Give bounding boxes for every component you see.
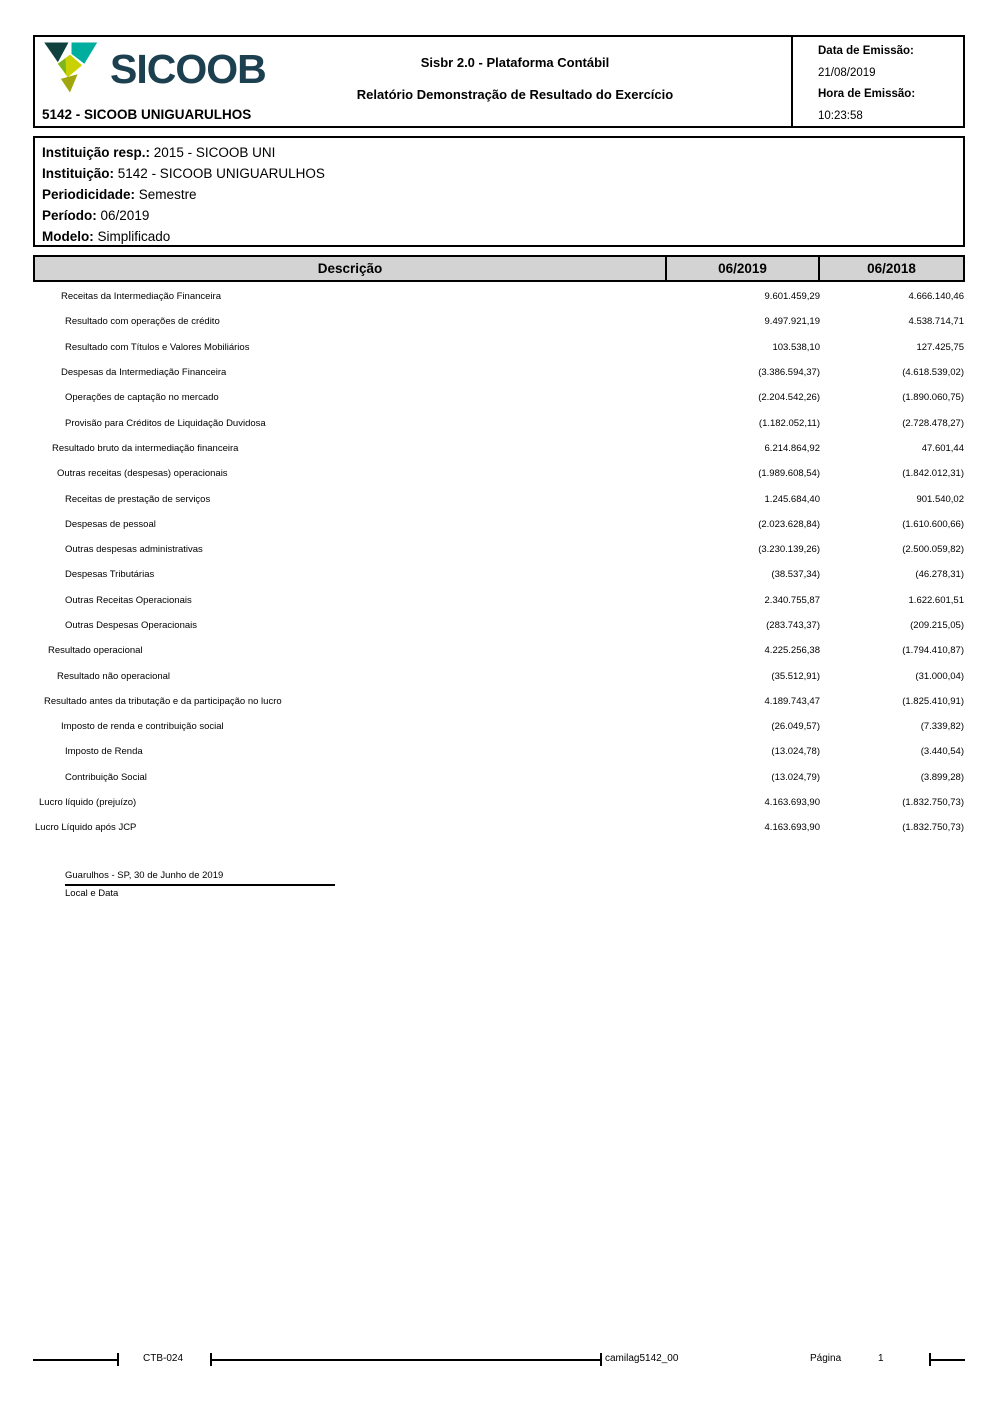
row-value-2018: (1.825.410,91) <box>902 695 964 707</box>
row-value-2018: (46.278,31) <box>915 569 964 581</box>
table-header-row <box>33 255 965 282</box>
table-row <box>33 790 965 815</box>
row-value-2019: (1.182.052,11) <box>758 417 820 429</box>
table-row <box>33 436 965 461</box>
row-value-2018: (4.618.539,02) <box>902 367 964 379</box>
column-header-2019: 06/2019 <box>667 257 820 280</box>
table-row <box>33 335 965 360</box>
sicoob-logo-icon <box>42 41 104 97</box>
row-description: Outras Receitas Operacionais <box>65 594 192 606</box>
row-value-2018: 47.601,44 <box>921 442 964 454</box>
table-body <box>33 284 965 841</box>
row-description: Despesas de pessoal <box>65 518 156 530</box>
info-line <box>42 144 963 165</box>
row-value-2019: 103.538,10 <box>772 341 820 353</box>
row-value-2019: 9.601.459,29 <box>764 291 820 303</box>
table-row <box>33 309 965 334</box>
table-row <box>33 588 965 613</box>
info-field-value: 5142 - SICOOB UNIGUARULHOS <box>117 166 325 181</box>
info-line <box>42 186 963 207</box>
signature-caption: Local e Data <box>65 888 119 899</box>
row-value-2019: (1.989.608,54) <box>758 468 820 480</box>
row-description: Despesas Tributárias <box>65 569 155 581</box>
row-description: Outras Despesas Operacionais <box>65 620 198 631</box>
table-row <box>33 815 965 840</box>
row-value-2019: (26.049,57) <box>771 721 820 733</box>
row-value-2019: (35.512,91) <box>771 670 820 682</box>
row-value-2019: 4.163.693,90 <box>764 822 820 834</box>
row-value-2019: (3.230.139,26) <box>758 544 820 556</box>
row-description: Receitas de prestação de serviços <box>65 493 211 505</box>
row-description: Resultado bruto da intermediação financeira <box>52 442 239 454</box>
row-value-2019: (2.204.542,26) <box>758 392 820 404</box>
table-row <box>33 512 965 537</box>
footer-tick-3 <box>600 1353 602 1366</box>
row-description: Resultado com operações de crédito <box>65 316 220 328</box>
row-value-2018: 4.538.714,71 <box>908 316 964 328</box>
row-description: Lucro Líquido após JCP <box>35 822 137 834</box>
info-field-value: Simplificado <box>97 229 171 244</box>
table-row <box>33 385 965 410</box>
info-field-value: 06/2019 <box>100 208 150 223</box>
table-row <box>33 410 965 435</box>
row-description: Resultado com Títulos e Valores Mobiliários <box>65 341 250 353</box>
table-row <box>33 689 965 714</box>
emission-box <box>791 37 963 126</box>
table-row <box>33 486 965 511</box>
column-header-2018: 06/2018 <box>867 261 916 276</box>
row-value-2018: 127.425,75 <box>916 341 964 353</box>
row-description: Receitas da Intermediação Financeira <box>61 291 222 303</box>
row-value-2019: (13.024,78) <box>771 746 820 758</box>
info-field-label: Instituição resp.: <box>42 145 151 160</box>
footer-page-number: 1 <box>878 1353 884 1364</box>
row-value-2019: (283.743,37) <box>766 620 820 631</box>
sicoob-logo <box>42 41 266 97</box>
emission-date-label: Data de Emissão: <box>818 45 914 57</box>
info-field-label: Período: <box>42 208 97 223</box>
row-value-2018: (1.794.410,87) <box>902 645 964 657</box>
footer-rule-middle <box>210 1359 600 1361</box>
row-value-2018: (1.610.600,66) <box>902 518 964 530</box>
signature-place-date: Guarulhos - SP, 30 de Junho de 2019 <box>65 870 224 881</box>
row-description: Despesas da Intermediação Financeira <box>61 367 227 379</box>
row-description: Provisão para Créditos de Liquidação Duvidosa <box>65 417 266 429</box>
signature-block <box>65 870 335 899</box>
table-row <box>33 461 965 486</box>
info-line <box>42 228 963 249</box>
row-value-2019: 4.189.743,47 <box>764 695 820 707</box>
row-description: Outras despesas administrativas <box>65 544 203 556</box>
column-header-description: Descrição <box>35 257 667 280</box>
info-line <box>42 165 963 186</box>
row-value-2018: (1.890.060,75) <box>902 392 964 404</box>
info-field-value: Semestre <box>138 187 197 202</box>
row-value-2018: 901.540,02 <box>916 493 964 505</box>
table-row <box>33 638 965 663</box>
row-description: Resultado antes da tributação e da participação no lucro <box>44 695 282 707</box>
table-row <box>33 613 965 638</box>
report-header <box>33 35 965 128</box>
row-value-2019: (3.386.594,37) <box>758 367 820 379</box>
row-value-2019: (13.024,79) <box>771 771 820 783</box>
row-description: Contribuição Social <box>65 771 147 783</box>
row-value-2018: (2.728.478,27) <box>902 417 964 429</box>
emission-time-value: 10:23:58 <box>818 109 863 122</box>
platform-title: Sisbr 2.0 - Plataforma Contábil <box>420 55 610 70</box>
footer-tick-1 <box>117 1353 119 1366</box>
info-field-label: Periodicidade: <box>42 187 136 202</box>
table-row <box>33 714 965 739</box>
row-value-2019: 6.214.864,92 <box>764 442 820 454</box>
table-row <box>33 562 965 587</box>
table-row <box>33 284 965 309</box>
footer-rule-right <box>929 1359 965 1361</box>
footer-rule-left <box>33 1359 117 1361</box>
row-value-2018: (209.215,05) <box>910 620 964 631</box>
table-row <box>33 765 965 790</box>
report-titles <box>235 37 795 126</box>
footer-file-name: camilag5142_00 <box>605 1353 679 1364</box>
table-row <box>33 739 965 764</box>
page-footer <box>33 1352 965 1368</box>
row-value-2019: 1.245.684,40 <box>764 493 820 505</box>
emission-date-value: 21/08/2019 <box>818 66 876 79</box>
table-row <box>33 663 965 688</box>
info-field-value: 2015 - SICOOB UNI <box>153 145 276 160</box>
row-value-2018: (1.832.750,73) <box>902 797 964 809</box>
info-field-label: Modelo: <box>42 229 94 244</box>
row-value-2018: (3.440,54) <box>920 746 964 758</box>
row-value-2018: (2.500.059,82) <box>902 544 964 556</box>
row-value-2019: (38.537,34) <box>771 569 820 581</box>
row-description: Resultado não operacional <box>57 670 171 682</box>
report-title: Relatório Demonstração de Resultado do Exercício <box>356 87 674 102</box>
info-box <box>33 136 965 247</box>
row-value-2019: 2.340.755,87 <box>764 594 820 606</box>
table-row <box>33 537 965 562</box>
row-description: Imposto de Renda <box>65 746 143 758</box>
footer-report-code: CTB-024 <box>143 1353 184 1364</box>
row-description: Lucro líquido (prejuízo) <box>39 797 137 809</box>
row-value-2018: (1.842.012,31) <box>902 468 964 480</box>
logo-wordmark: SICOOB <box>110 45 266 92</box>
row-description: Resultado operacional <box>48 645 143 657</box>
footer-page-label: Página <box>810 1353 842 1364</box>
info-field-label: Instituição: <box>42 166 115 181</box>
row-description: Operações de captação no mercado <box>65 392 219 404</box>
signature-line <box>65 884 335 886</box>
row-value-2018: 1.622.601,51 <box>908 594 964 606</box>
row-value-2018: (7.339,82) <box>920 721 964 733</box>
row-value-2019: 4.225.256,38 <box>764 645 820 657</box>
row-value-2019: 9.497.921,19 <box>764 316 820 328</box>
row-value-2018: 4.666.140,46 <box>908 291 964 303</box>
row-description: Outras receitas (despesas) operacionais <box>57 468 228 480</box>
branch-title: 5142 - SICOOB UNIGUARULHOS <box>42 107 252 122</box>
row-description: Imposto de renda e contribuição social <box>61 721 224 733</box>
emission-time-label: Hora de Emissão: <box>818 88 916 100</box>
table-row <box>33 360 965 385</box>
row-value-2018: (31.000,04) <box>915 670 964 682</box>
row-value-2019: 4.163.693,90 <box>764 797 820 809</box>
info-line <box>42 207 963 228</box>
row-value-2018: (3.899,28) <box>920 771 964 783</box>
row-value-2018: (1.832.750,73) <box>902 822 964 834</box>
row-value-2019: (2.023.628,84) <box>758 518 820 530</box>
